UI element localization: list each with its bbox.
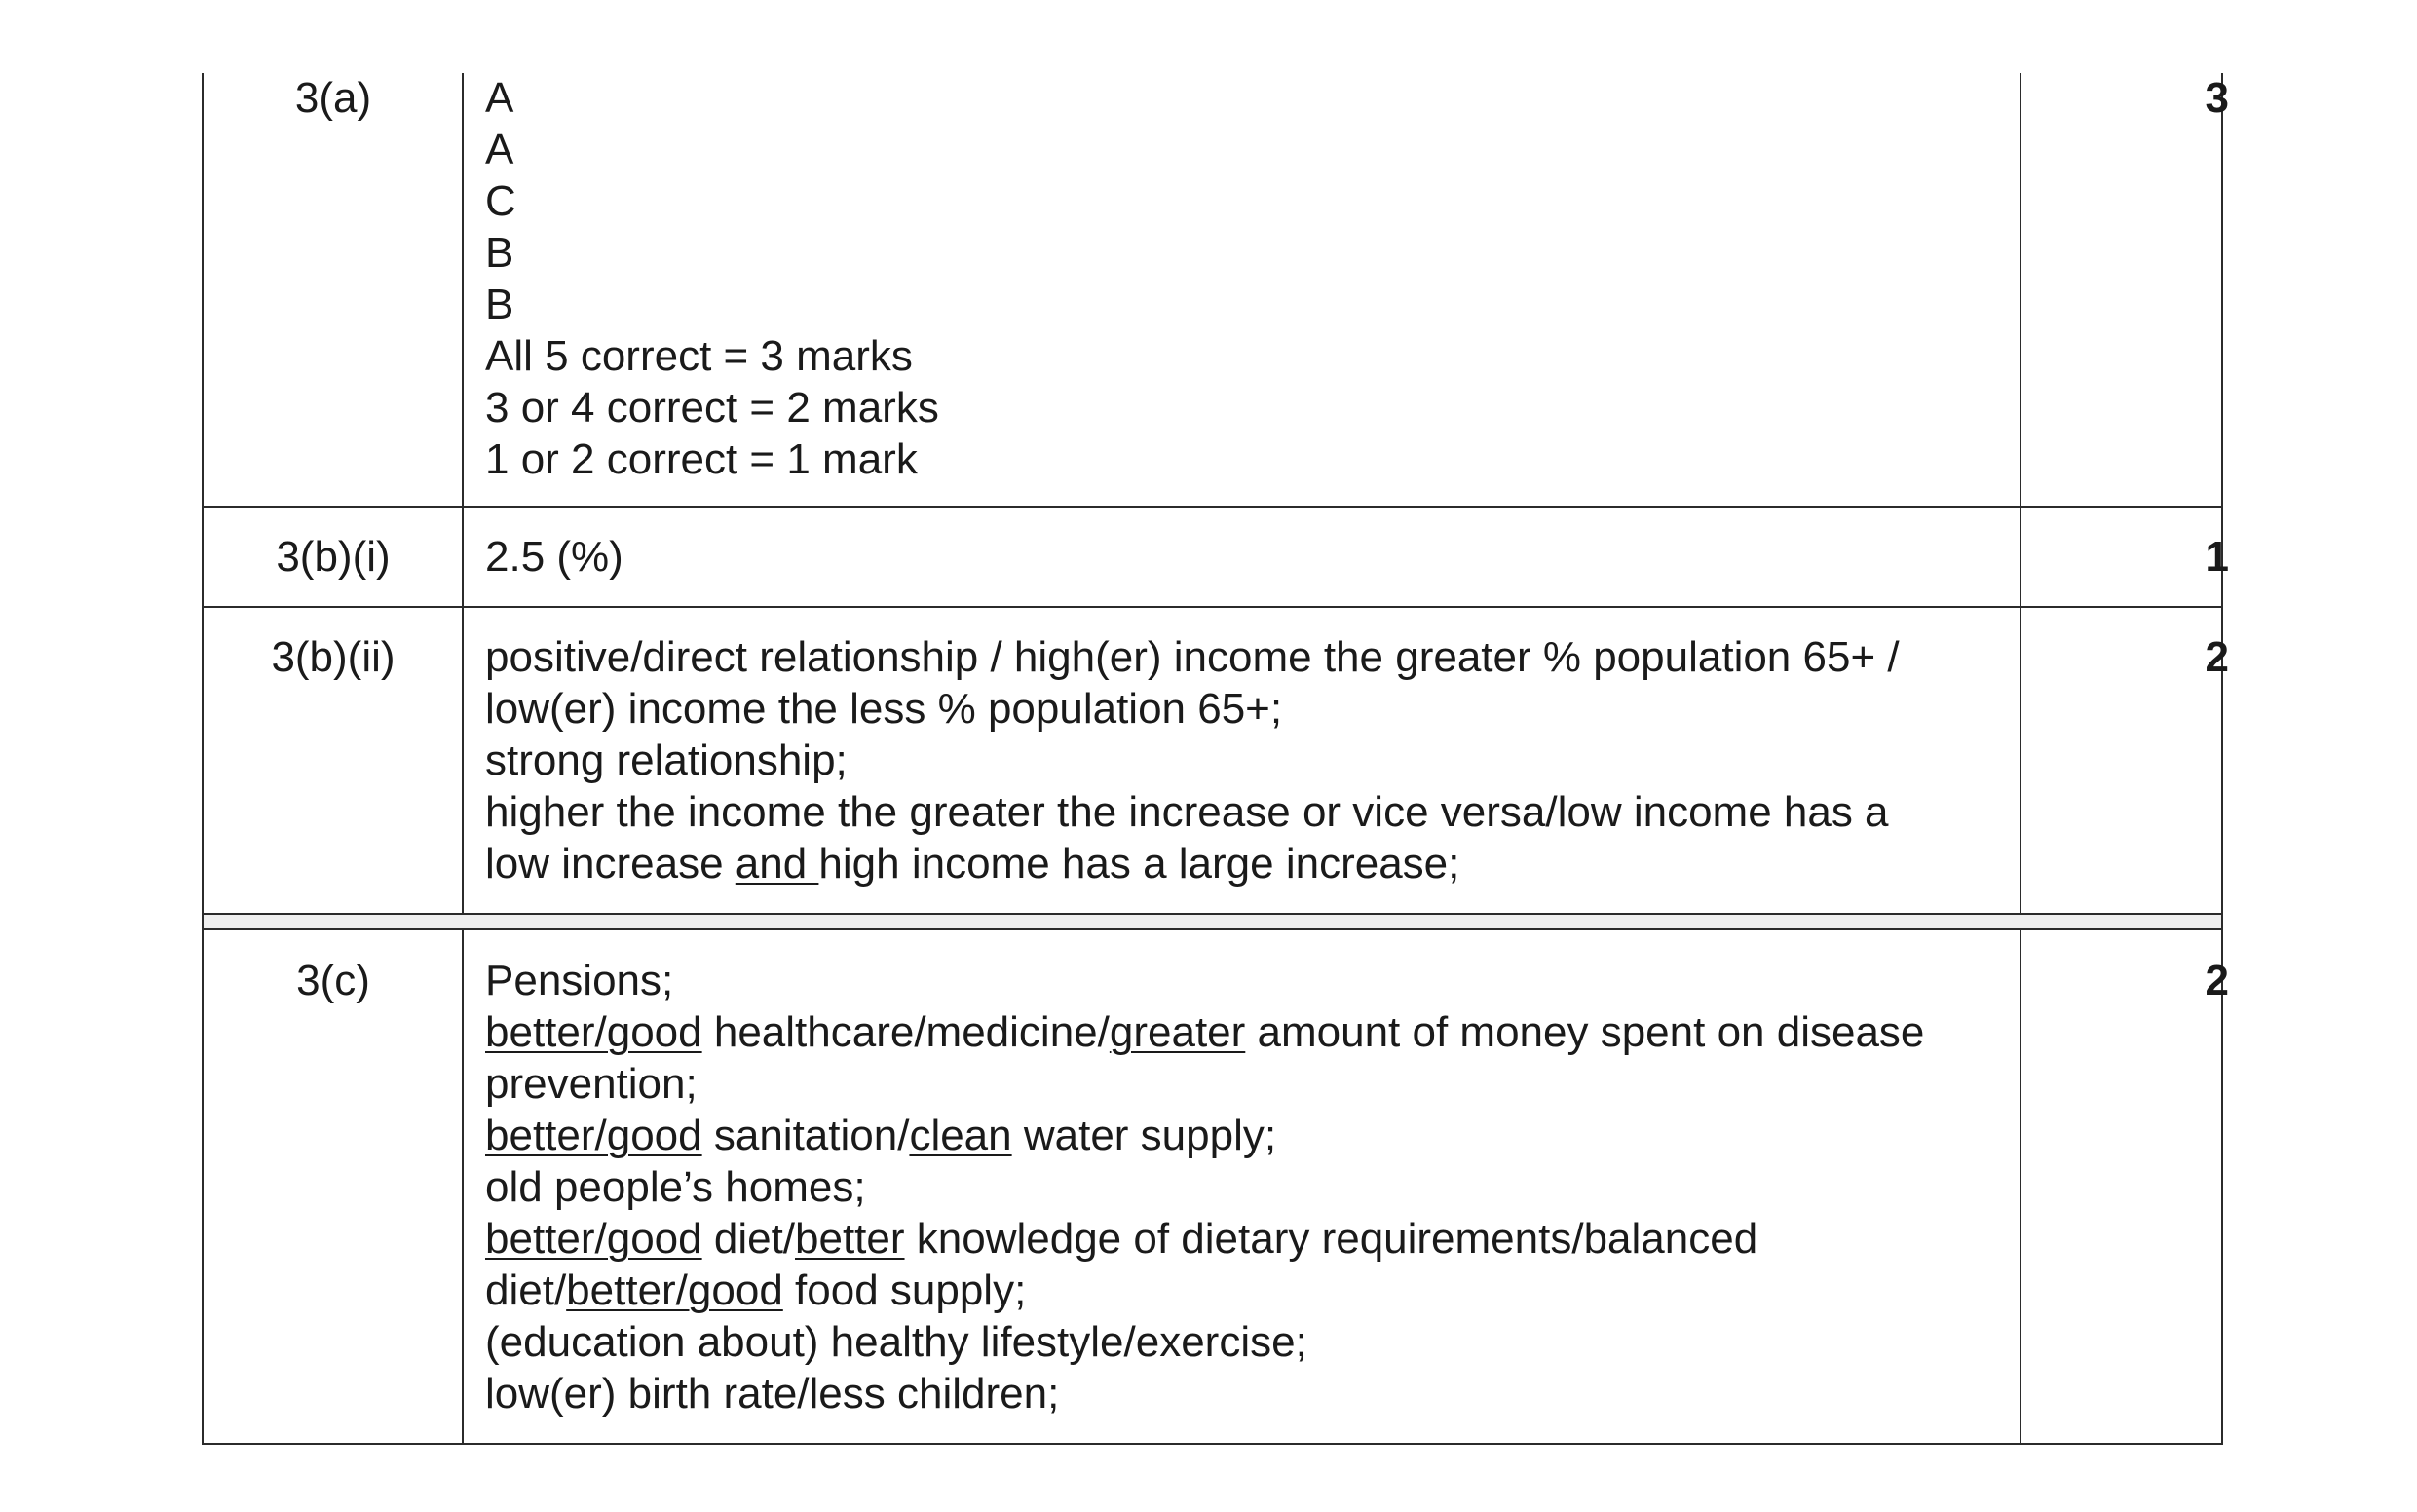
answer-line (485, 330, 2005, 382)
underlined-keyword: better/good (485, 1215, 702, 1263)
text-segment: food supply; (782, 1266, 1027, 1314)
text-segment: A (485, 126, 514, 173)
text-segment: (education about) healthy lifestyle/exercise; (485, 1318, 1307, 1366)
text-segment: C (485, 177, 516, 225)
text-segment: prevention; (485, 1060, 698, 1108)
column-divider-answer (2020, 73, 2021, 1445)
answer-line (485, 279, 2005, 330)
answer-text (485, 631, 2005, 889)
text-segment: 2.5 (%) (485, 533, 623, 581)
answer-line (485, 1110, 2005, 1161)
text-segment: low increase (485, 840, 736, 888)
text-segment: All 5 correct = 3 marks (485, 332, 913, 380)
text-segment: sanitation/ (701, 1112, 910, 1159)
text-segment: low(er) birth rate/less children; (485, 1370, 1060, 1418)
underlined-keyword: better/good (485, 1112, 702, 1159)
question-number: 3(b)(i) (276, 533, 391, 581)
text-segment: amount of money spent on disease (1245, 1008, 1925, 1056)
answer-line (485, 124, 2005, 175)
row-divider (202, 506, 2223, 508)
question-number: 3(c) (296, 957, 370, 1004)
text-segment: old people’s homes; (485, 1163, 866, 1211)
marks-value: 3 (2205, 74, 2229, 122)
text-segment: A (485, 74, 514, 122)
text-segment: B (485, 229, 514, 277)
text-segment: diet/ (485, 1266, 567, 1314)
text-segment: B (485, 281, 514, 328)
text-segment: 3 or 4 correct = 2 marks (485, 384, 939, 432)
answer-line (485, 786, 2005, 838)
section-separator-band (204, 915, 2221, 928)
marks-value: 2 (2205, 957, 2229, 1004)
row-divider (202, 928, 2223, 930)
answer-text (485, 72, 2005, 485)
row-divider (202, 606, 2223, 608)
answer-line (485, 175, 2005, 227)
answer-line (485, 955, 2005, 1006)
answer-line (485, 1006, 2005, 1058)
text-segment: healthcare/medicine/ (701, 1008, 1110, 1056)
underlined-keyword: better/good (485, 1008, 702, 1056)
text-segment: high income has a large increase; (818, 840, 1460, 888)
text-segment: water supply; (1011, 1112, 1277, 1159)
answer-line (485, 72, 2005, 124)
answer-line (485, 382, 2005, 434)
question-number: 3(a) (294, 74, 372, 122)
answer-line (485, 1368, 2005, 1419)
column-divider-question (462, 73, 464, 1445)
answer-line (485, 1161, 2005, 1213)
marks-value: 2 (2205, 633, 2229, 681)
underlined-keyword: clean (909, 1112, 1012, 1159)
answer-line (485, 838, 2005, 889)
text-segment: 1 or 2 correct = 1 mark (485, 435, 918, 483)
text-segment: diet/ (701, 1215, 796, 1263)
text-segment: low(er) income the less % population 65+; (485, 685, 1283, 733)
answer-line (485, 735, 2005, 786)
text-segment: positive/direct relationship / high(er) income the greater % population 65+ / (485, 633, 1900, 681)
answer-line (485, 683, 2005, 735)
text-segment: knowledge of dietary requirements/balanced (904, 1215, 1758, 1263)
answer-line (485, 531, 2005, 583)
answer-line (485, 631, 2005, 683)
answer-text (485, 955, 2005, 1419)
answer-line (485, 1265, 2005, 1316)
question-number: 3(b)(ii) (271, 633, 396, 681)
answer-line (485, 434, 2005, 485)
answer-line (485, 1316, 2005, 1368)
answer-line (485, 227, 2005, 279)
row-divider (202, 913, 2223, 915)
text-segment: Pensions; (485, 957, 674, 1004)
answer-line (485, 1213, 2005, 1265)
marks-value: 1 (2205, 533, 2229, 581)
text-segment: higher the income the greater the increase or vice versa/low income has a (485, 788, 1889, 836)
text-segment: strong relationship; (485, 737, 848, 784)
underlined-keyword: better/good (566, 1266, 783, 1314)
answer-line (485, 1058, 2005, 1110)
underlined-keyword: better (795, 1215, 905, 1263)
underlined-keyword: and (735, 840, 819, 888)
table-border-right (2221, 73, 2223, 1445)
underlined-keyword: greater (1109, 1008, 1246, 1056)
table-border-bottom (202, 1443, 2223, 1445)
answer-text (485, 531, 2005, 583)
table-border-left (202, 73, 204, 1445)
